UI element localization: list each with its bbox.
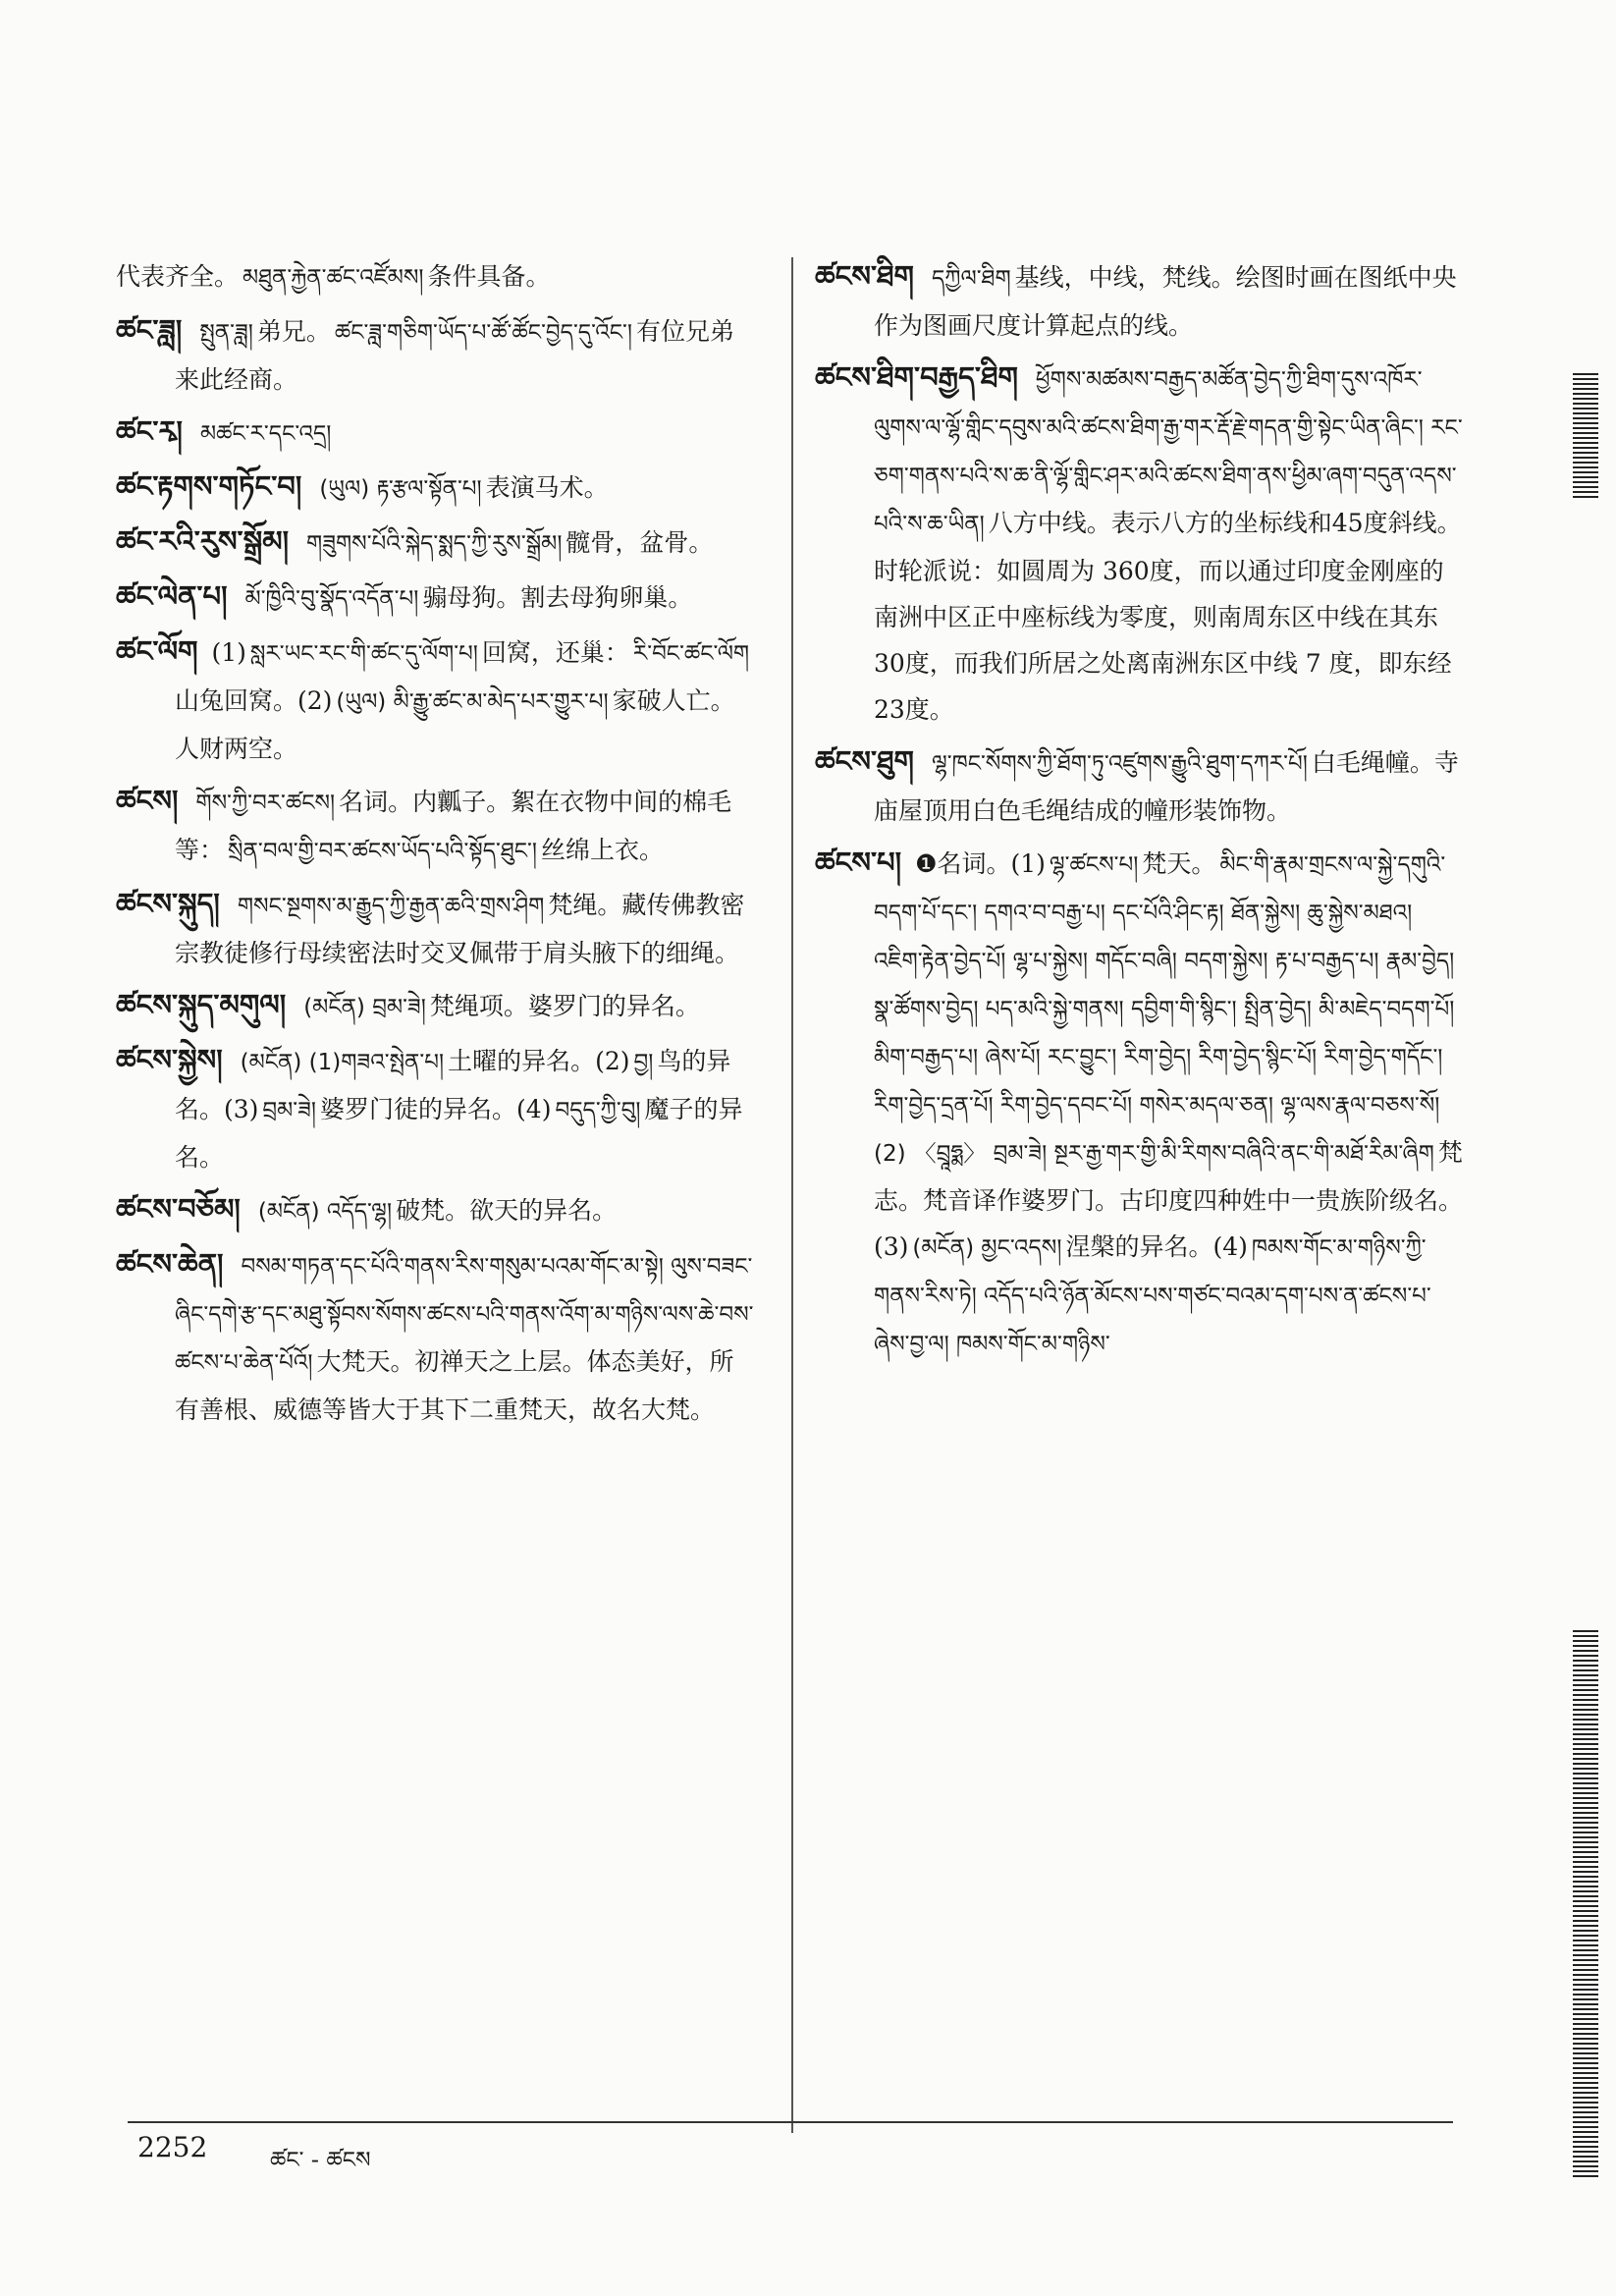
chinese-text: 涅槃的异名。(4) [1065, 1232, 1248, 1261]
tibetan-text: ཕྱོགས་མཚམས་བརྒྱད་མཚོན་བྱེད་ཀྱི་ཐིག་དུས་འཁོར་ལུགས་ལ་ལྷོ་གླིང་དབུས་མའི་ཚངས་ཐིག་རྒྱ་གར་རྡོ་རྗེ་གདན་གྱི་སྟེང་ཡིན་ཞིང་། རང་ཅག་གནས་པའི་ས་ཆ་ནི་ལྷོ་གླིང་ཤར་མའི་ཚངས་ཐིག་ནས་ཕྱིམ་ཞག་བདུན་འདས་པའི་ས་ཆ་ཡིན། [874, 367, 1463, 537]
tibetan-text: (ཡུལ) རྟ་རྩལ་སྟོན་པ། [319, 476, 482, 502]
chinese-text: 梵绳。藏传佛教密宗教徒修行母续密法时交叉佩带于肩头腋下的细绳。 [175, 891, 745, 967]
tibetan-text: སླར་ཡང་རང་གི་ཚང་དུ་ལོག་པ། [249, 641, 478, 667]
dictionary-entry [116, 307, 754, 403]
dictionary-entry [116, 519, 754, 568]
tibetan-text: དཀྱིལ་ཐིག [931, 266, 1011, 292]
dictionary-entry [116, 253, 754, 301]
entry-headword: ཚངས་ཐིག་བརྒྱད་ཐིག [815, 360, 1018, 394]
chinese-text: 白毛绳幢。寺庙屋顶用白色毛绳结成的幢形装饰物。 [874, 748, 1459, 825]
tibetan-text: བསམ་གཏན་དང་པོའི་གནས་རིས་གསུམ་པའམ་གོང་མ་སྟེ། ལུས་བཟང་ཞིང་དགེ་རྩ་དང་མཐུ་སྟོབས་སོགས་ཚངས་པའི་གནས་འོག་མ་གཉིས་ལས་ཆེ་བས་ཚངས་པ་ཆེན་པོའོ། [175, 1254, 754, 1376]
tibetan-text: (མངོན) (1)གཟའ་སྤེན་པ། [240, 1050, 445, 1075]
dictionary-entry [815, 738, 1463, 834]
entry-headword: ཚངས་སྐྱེས། [116, 1043, 223, 1076]
chinese-text: 破梵。欲天的异名。 [396, 1196, 618, 1225]
dictionary-entry [116, 464, 754, 513]
right-column [815, 253, 1463, 1374]
chinese-text: 代表齐全。 [116, 262, 240, 291]
dictionary-entry [815, 253, 1463, 349]
tibetan-text: ཁམས་གོང་མ་གཉིས་ཀྱི་གནས་རིས་ཏེ། འདོད་པའི་ཉོན་མོངས་པས་གཙང་བའམ་དག་པས་ན་ཚངས་པ་ཞེས་བྱ་ལ། ཁམས་གོང་མ་གཉིས་ [874, 1235, 1431, 1357]
tibetan-text: བདུད་ཀྱི་བུ། [555, 1098, 641, 1123]
tibetan-text: རི་བོང་ཚང་ལོག [632, 641, 750, 667]
tibetan-text: སྲིན་བལ་གྱི་བར་ཚངས་ཡོད་པའི་སྟོད་ཐུང་། [228, 839, 537, 864]
chinese-text: 土曜的异名。(2) [448, 1047, 630, 1075]
dictionary-entry [116, 629, 754, 772]
tibetan-text: མིང་གི་རྣམ་གྲངས་ལ་སྐྱེ་དགུའི་བདག་པོ་དང་། དགའ་བ་བརྒྱ་པ། དང་པོའི་ཤིང་རྟ། ཐོན་སྐྱེས། ཆུ་སྐྱེས་མཐའ། འཇིག་རྟེན་བྱེད་པོ། ལྷ་པ་སྐྱེས། གདོང་བཞི། བདག་སྐྱེས། རྟ་པ་བརྒྱད་པ། རྣམ་བྱེད། སྣ་ཚོགས་བྱེད། པད་མའི་སྐྱེ་གནས། དབྱིག་གི་སྙིང་། སྤྲིན་བྱེད། མི་མཇེད་བདག་པོ། མིག་བརྒྱད་པ། ཞེས་པོ། རང་བྱུང་། རིག་བྱེད། རིག་བྱེད་སྙིང་པོ། རིག་བྱེད་གདོང་། རིག་བྱེད་དྲན་པོ། རིག་བྱེད་དབང་པོ། གསེར་མདལ་ཅན། ལྷ་ལས་རྣལ་བཅས་སོ། (2) [874, 852, 1455, 1167]
tibetan-text: ཚང་ཟླ་གཅིག་ཡོད་པ་ཚོ་ཚོང་བྱེད་དུ་འོང་། [334, 320, 632, 346]
tibetan-text: (མངོན) འདོད་ལྷ། [257, 1199, 393, 1225]
chinese-text: 鸟的异名。(3) [175, 1047, 731, 1123]
entry-headword: ཚང་རྭ། [116, 414, 183, 448]
dictionary-entry [116, 1241, 754, 1433]
entry-headword: ཚངས་སྐུད་མགུལ། [116, 988, 287, 1021]
dictionary-entry [116, 881, 754, 976]
chinese-text: 骟母狗。割去母狗卵巢。 [422, 583, 693, 612]
chinese-text: 丝绵上衣。 [540, 836, 664, 864]
chinese-text: 梵绳项。婆罗门的异名。 [429, 992, 700, 1020]
chinese-text: 有位兄弟来此经商。 [175, 317, 734, 394]
running-head: ཚང་ - ཚངས [270, 2148, 371, 2173]
chinese-text: 大梵天。初禅天之上层。体态美好，所有善根、威德等皆大于其下二重梵天，故名大梵。 [175, 1347, 734, 1424]
dictionary-entry [116, 1186, 754, 1235]
tibetan-text: གཟུགས་པོའི་སྐེད་སྨད་ཀྱི་རུས་སྒྲོམ། [306, 531, 563, 557]
chinese-text: 回窝，还巢： [481, 638, 629, 667]
page-number: 2252 [137, 2131, 208, 2163]
chinese-text: 梵志。梵音译作婆罗门。古印度四种姓中一贵族阶级名。(3) [874, 1138, 1464, 1261]
column-divider [791, 257, 793, 2133]
dictionary-entry [116, 1037, 754, 1180]
entry-headword: ཚང་ལོག [116, 634, 198, 668]
chinese-text: 弟兄。 [256, 317, 331, 346]
dictionary-entry [815, 840, 1463, 1368]
dictionary-entry [116, 982, 754, 1031]
scan-edge-marks [1569, 0, 1598, 2296]
chinese-text: 魔子的异名。 [175, 1095, 743, 1172]
chinese-text: 梵天。 [1142, 849, 1216, 878]
tibetan-text: ལྷ་ཚངས་པ། [1049, 852, 1139, 878]
chinese-text: ❶名词。(1) [915, 849, 1046, 878]
chinese-text: 条件具备。 [427, 262, 551, 291]
chinese-text: 名词。内瓤子。絮在衣物中间的棉毛等： [175, 788, 732, 864]
left-column [116, 253, 754, 1439]
tibetan-text: (ཡུལ) མི་རྒྱུ་ཚང་མ་མེད་པར་གྱུར་པ། [336, 689, 609, 715]
tibetan-text: མཚང་ར་དང་འདྲ། [199, 421, 332, 447]
tibetan-text: མཐུན་རྐྱེན་ཚང་འཛོམས། [242, 265, 424, 291]
tibetan-text: (མངོན) བྲམ་ཟེ། [303, 995, 426, 1020]
tibetan-text: གོས་ཀྱི་བར་ཚངས། [195, 791, 336, 816]
dictionary-entry [116, 409, 754, 458]
chinese-text: (1) [211, 638, 246, 667]
tibetan-text: བྲམ་ཟེ། [262, 1098, 317, 1123]
entry-headword: ཚངས་བཅོམ། [116, 1192, 241, 1226]
chinese-text: 婆罗门徒的异名。(4) [320, 1095, 552, 1123]
dictionary-entry [815, 355, 1463, 733]
entry-headword: ཚངས་ཐིག [815, 259, 914, 293]
tibetan-text: བྱ། [633, 1050, 654, 1075]
tibetan-text: གསང་སྔགས་མ་རྒྱུད་ཀྱི་རྒྱན་ཆའི་གྲས་ཤིག [237, 894, 545, 919]
entry-headword: ཚང་ཟླ། [116, 313, 183, 347]
dictionary-entry [116, 778, 754, 875]
entry-headword: ཚངས་པ། [815, 846, 902, 879]
tibetan-text: 〈བྲཱཧྨ〉 བྲམ་ཟེ། སྔར་རྒྱ་གར་གྱི་མི་རིགས་བཞིའི་ནང་གི་མཐོ་རིམ་ཞིག [913, 1141, 1434, 1167]
chinese-text: 表演马术。 [485, 473, 609, 502]
chinese-text: 基线，中线，梵线。绘图时画在图纸中央作为图画尺度计算起点的线。 [874, 263, 1457, 340]
entry-headword: ཚངས། [116, 784, 179, 817]
chinese-text: 家破人亡。人财两空。 [175, 686, 735, 763]
chinese-text: 八方中线。表示八方的坐标线和45度斜线。时轮派说：如圆周为 360度，而以通过印度金刚座的南洲中区正中座标线为零度，则南周东区中线在其东30度，而我们所居之处离南洲东区中线 7 度，即东经23度。 [874, 509, 1462, 724]
entry-headword: ཚང་རྟགས་གཏོང་བ། [116, 469, 302, 503]
entry-headword: ཚང་ལེན་པ། [116, 579, 228, 613]
tibetan-text: ལྷ་ཁང་སོགས་ཀྱི་ཐོག་ཏུ་འཛུགས་རྒྱུའི་ཐུག་དཀར་པོ། [931, 751, 1308, 777]
chinese-text: 山兔回窝。(2) [175, 686, 333, 715]
entry-headword: ཚངས་ཆེན། [116, 1247, 224, 1281]
footer-rule [128, 2121, 1453, 2123]
dictionary-entry [116, 574, 754, 623]
chinese-text: 髋骨，盆骨。 [566, 528, 714, 557]
tibetan-text: (མངོན) མྱང་འདས། [912, 1235, 1062, 1261]
tibetan-text: སྤུན་ཟླ། [199, 320, 253, 346]
tibetan-text: མོ་ཁྱིའི་བུ་སྣོད་འདོན་པ། [244, 586, 419, 612]
entry-headword: ཚང་རའི་རུས་སྒྲོམ། [116, 524, 290, 558]
entry-headword: ཚངས་སྐུད། [116, 887, 220, 920]
entry-headword: ཚངས་ཐུག [815, 744, 914, 778]
